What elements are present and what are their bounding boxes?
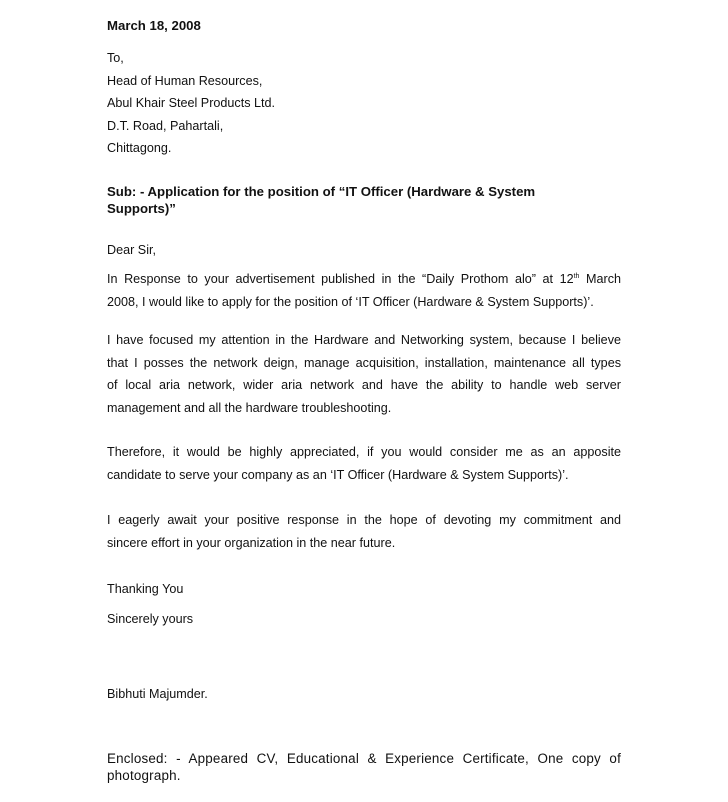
ordinal-suffix: th (573, 273, 580, 280)
paragraph-line: management and all the hardware troubleshooting. (107, 400, 392, 415)
paragraph-4 (107, 509, 621, 554)
paragraph-line: I eagerly await your positive response in the hope of devoting my commitment and (107, 513, 621, 527)
paragraph-line: 2008, I would like to apply for the position of ‘IT Officer (Hardware & System Supports)’. (107, 294, 594, 309)
closing-thanks: Thanking You (107, 582, 184, 596)
paragraph-line: candidate to serve your company as an ‘IT Officer (Hardware & System Supports)’. (107, 467, 569, 482)
salutation: Dear Sir, (107, 243, 156, 257)
paragraph-line: I have focused my attention in the Hardware and Networking system, because I believe (107, 333, 621, 347)
subject-line: Sub: - Application for the position of “IT Officer (Hardware & System (107, 184, 536, 199)
paragraph-2 (107, 329, 621, 419)
recipient-line: Head of Human Resources, (107, 74, 263, 88)
enclosures (107, 750, 621, 784)
paragraph-line: In Response to your advertisement published in the “Daily Prothom alo” at 12th March (107, 272, 621, 286)
subject-line: Supports)” (107, 201, 176, 216)
enclosure-line: photograph. (107, 768, 181, 783)
enclosure-line: Enclosed: - Appeared CV, Educational & Experience Certificate, One copy of (107, 751, 621, 766)
recipient-line: D.T. Road, Pahartali, (107, 119, 224, 133)
paragraph-line: sincere effort in your organization in the near future. (107, 535, 396, 550)
paragraph-1 (107, 268, 621, 313)
paragraph-line: of local aria network, wider aria network and have the ability to handle web server (107, 378, 621, 392)
paragraph-line: that I posses the network deign, manage acquisition, installation, maintenance all types (107, 355, 621, 370)
recipient-line: Chittagong. (107, 141, 172, 155)
recipient-to: To, (107, 51, 124, 65)
paragraph-line: Therefore, it would be highly appreciated, if you would consider me as an apposite (107, 445, 621, 459)
paragraph-3 (107, 441, 621, 486)
signature-name: Bibhuti Majumder. (107, 687, 208, 701)
letter-date: March 18, 2008 (107, 18, 201, 33)
recipient-line: Abul Khair Steel Products Ltd. (107, 96, 276, 110)
closing-sincerely: Sincerely yours (107, 612, 194, 626)
